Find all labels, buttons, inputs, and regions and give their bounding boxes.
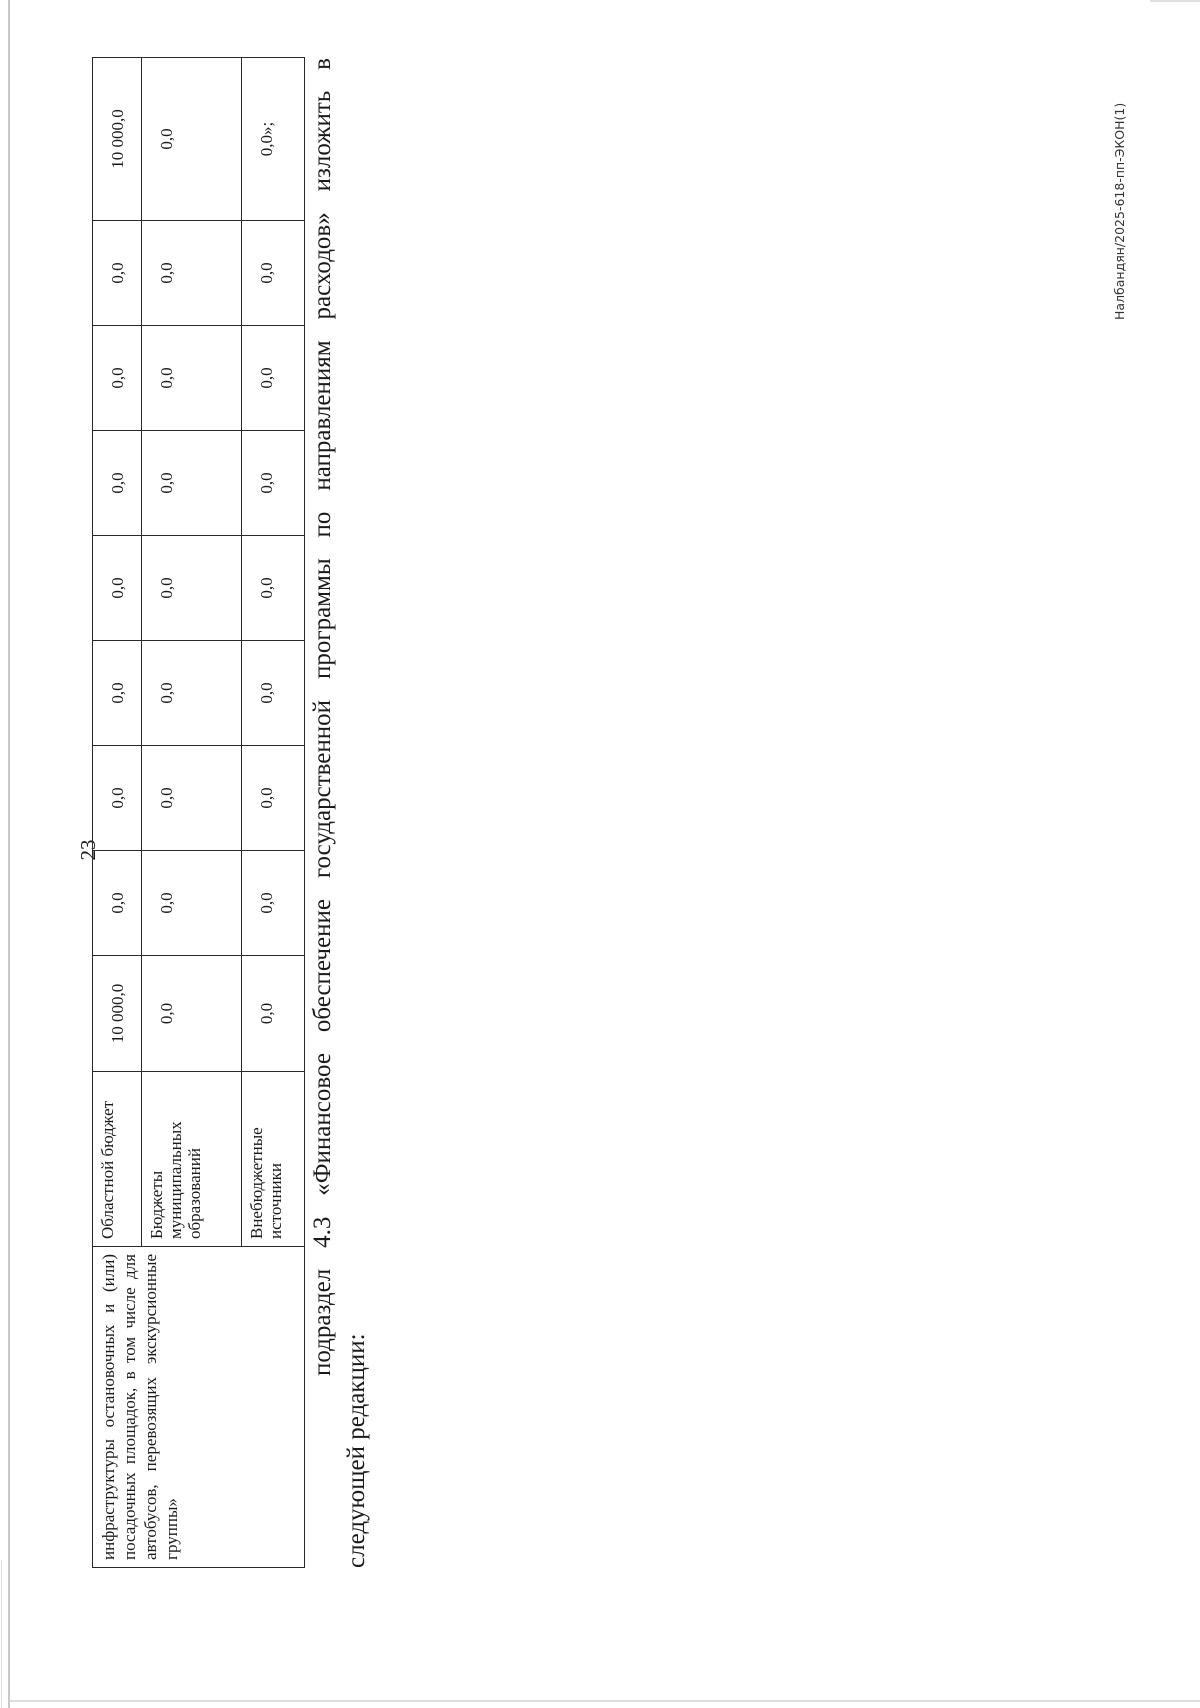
source-label: Областной бюджет (93, 1072, 142, 1247)
table-cell: 0,0 (242, 431, 305, 536)
table-cell: 0,0 (93, 326, 142, 431)
table-cell: 0,0 (242, 956, 305, 1072)
body-paragraph-line-2: следующей редакции: (343, 1333, 370, 1568)
table-cell: 0,0 (242, 221, 305, 326)
table-cell: 0,0 (142, 326, 242, 431)
table-cell: 0,0 (142, 746, 242, 851)
table-cell: 0,0 (142, 58, 242, 221)
table-cell: 0,0 (93, 746, 142, 851)
table-cell: 0,0 (93, 221, 142, 326)
table-cell: 0,0 (242, 746, 305, 851)
financing-table (92, 57, 305, 1568)
table-cell: 0,0 (242, 536, 305, 641)
table-row (93, 58, 142, 1568)
document-code: Налбандян/2025-618-пп-ЭКОН(1) (1112, 102, 1127, 320)
source-label: Бюджеты муниципальных образований (142, 1072, 242, 1247)
table-cell: 0,0 (142, 956, 242, 1072)
measure-description: инфраструктуры остановочных и (или) посадочных площадок, в том числе для автобусов, перевозящих экскурсионные группы» (93, 1247, 305, 1568)
table-cell: 0,0 (142, 221, 242, 326)
table-cell: 0,0 (93, 851, 142, 956)
table-cell: 0,0 (142, 536, 242, 641)
body-paragraph-line-1: подраздел 4.3 «Финансовое обеспечение государственной программы по направлениям расходов» изложить в (309, 58, 336, 1376)
table-cell: 0,0 (142, 851, 242, 956)
table-cell: 0,0 (142, 641, 242, 746)
table-cell: 0,0 (242, 851, 305, 956)
table-cell: 0,0 (93, 431, 142, 536)
table-cell: 10 000,0 (93, 58, 142, 221)
table-cell: 0,0 (93, 641, 142, 746)
table-cell: 0,0 (93, 536, 142, 641)
table-cell: 0,0 (242, 326, 305, 431)
table-cell: 0,0 (242, 641, 305, 746)
table-cell: 10 000,0 (93, 956, 142, 1072)
source-label: Внебюджетные источники (242, 1072, 305, 1247)
table-cell: 0,0 (142, 431, 242, 536)
page-number: 23 (76, 839, 100, 861)
table-cell: 0,0»; (242, 58, 305, 221)
